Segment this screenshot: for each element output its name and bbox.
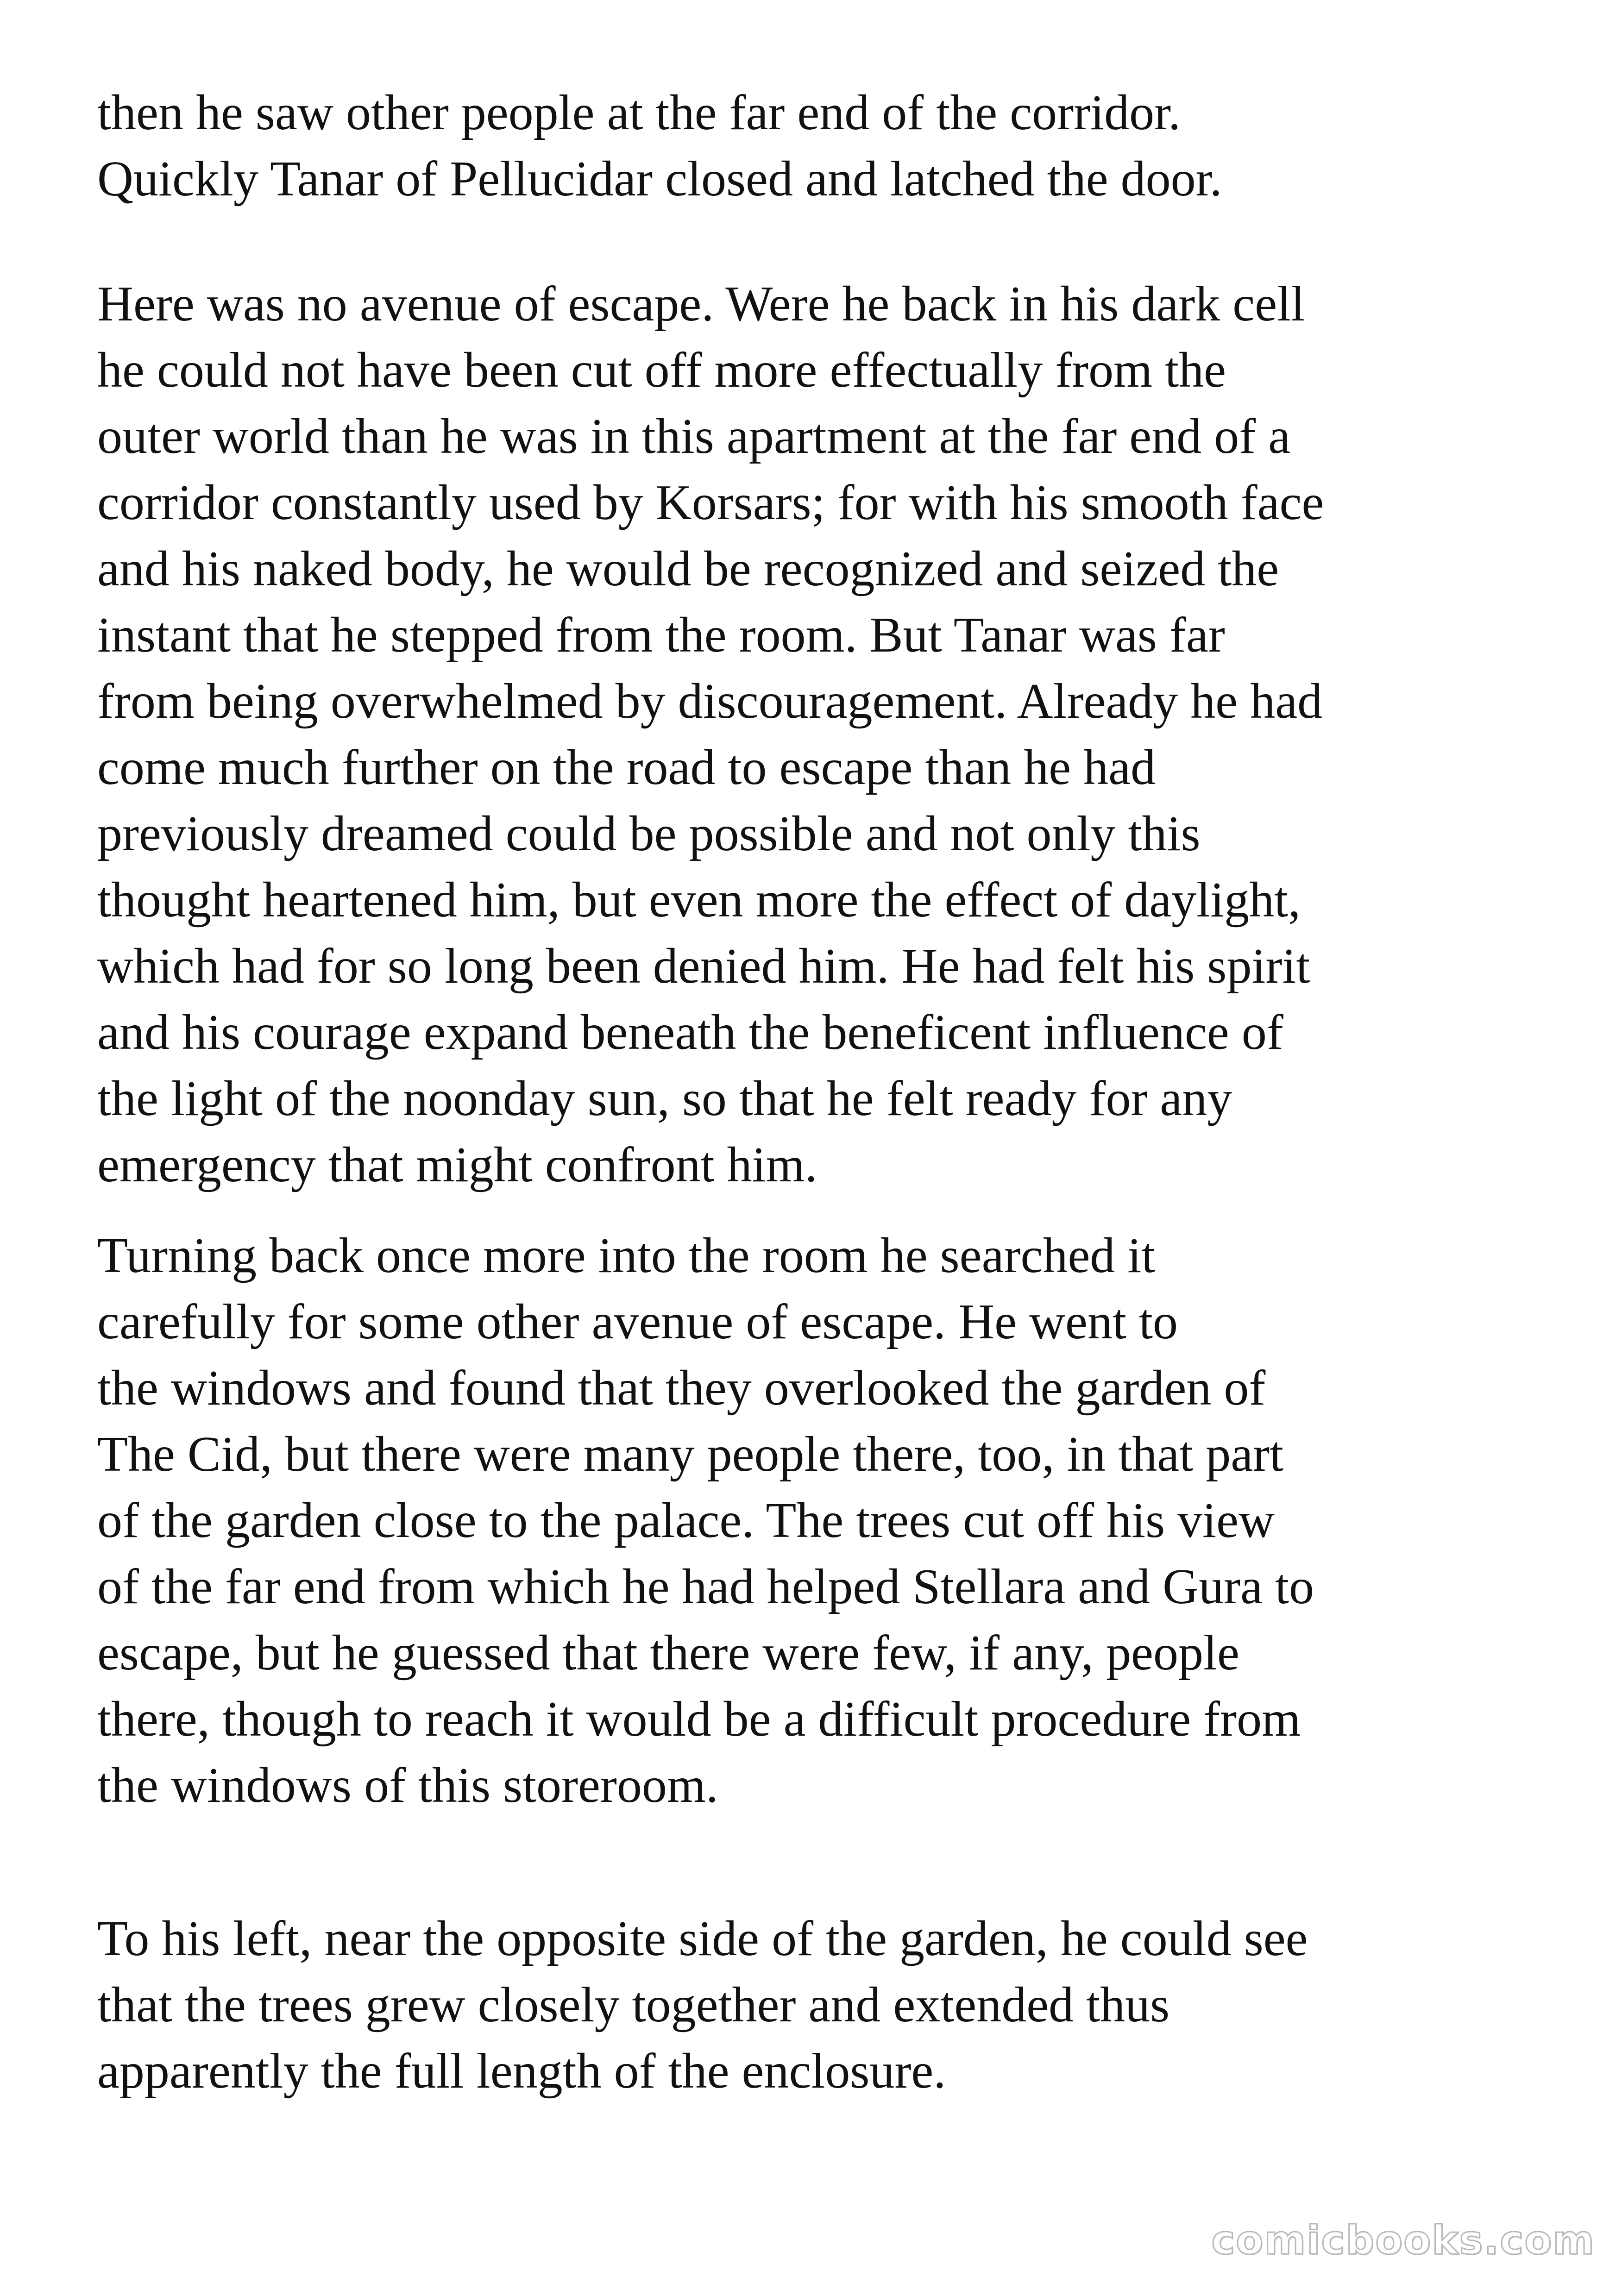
comicbooks-watermark: comicbooks.com bbox=[1211, 2217, 1595, 2264]
paragraph-4: To his left, near the opposite side of the garden, he could see that the trees grew closely together and extended thus apparently the full length of the enclosure. bbox=[97, 1911, 1308, 2099]
paragraph-2: Here was no avenue of escape. Were he back in his dark cell he could not have been cut off more effectually from the outer world than he was in this apartment at the far end of a corridor constantly used by Korsars; for with his smooth face and his naked body, he would be recognized and seized the instant that he stepped from the room. But Tanar was far from being overwhelmed by discouragement. Already he had come much further on the road to escape than he had previously dreamed could be possible and not only this thought heartened him, but even more the effect of daylight, which had for so long been denied him. He had felt his spirit and his courage expand beneath the beneficent influence of the light of the noonday sun, so that he felt ready for any emergency that might confront him. bbox=[97, 276, 1324, 1192]
paragraph-3: Turning back once more into the room he searched it carefully for some other avenue of escape. He went to the windows and found that they overlooked the garden of The Cid, but there were many people there, too, in that part of the garden close to the palace. The trees cut off his view of the far end from which he had helped Stellara and Gura to escape, but he guessed that there were few, if any, people there, though to reach it would be a difficult procedure from the windows of this storeroom. bbox=[97, 1228, 1314, 1813]
paragraph-1: then he saw other people at the far end of the corridor. Quickly Tanar of Pellucidar closed and latched the door. bbox=[97, 85, 1222, 207]
